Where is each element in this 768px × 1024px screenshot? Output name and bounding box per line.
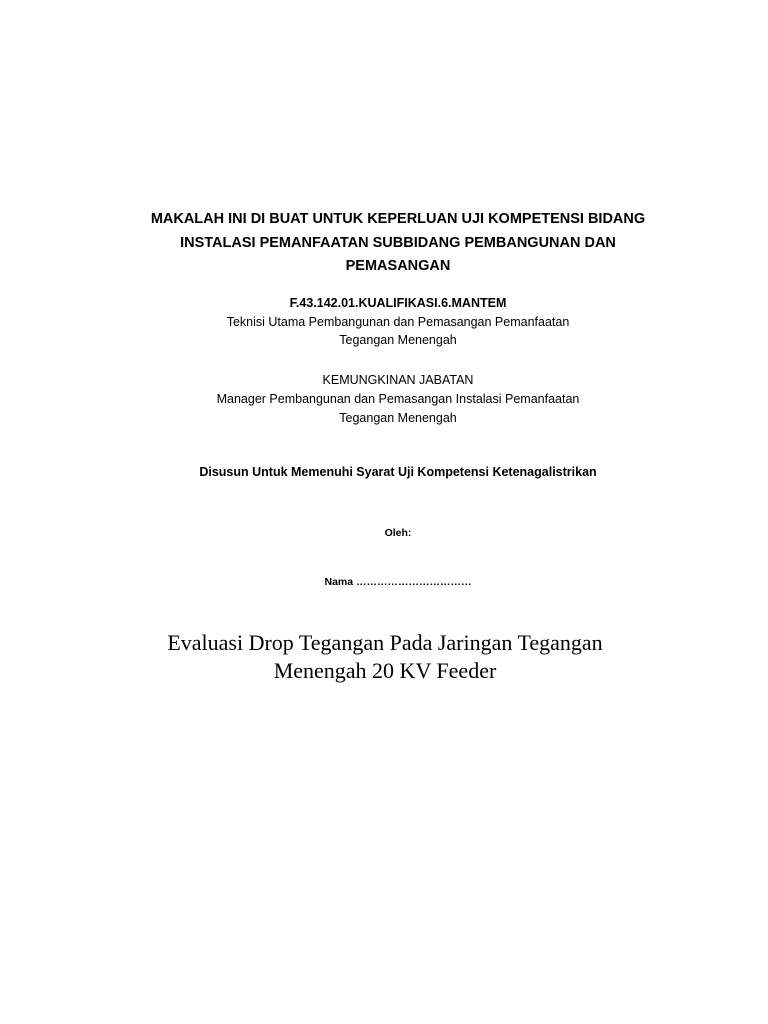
title-line-2: Menengah 20 KV Feeder (273, 658, 497, 683)
author-name-line: Nama …………………………… (324, 576, 472, 588)
jabatan-label: KEMUNGKINAN JABATAN (322, 373, 474, 387)
jabatan-line-2: Tegangan Menengah (339, 411, 457, 425)
document-heading (132, 208, 664, 279)
by-label: Oleh: (384, 527, 412, 539)
kualifikasi-line-1: Teknisi Utama Pembangunan dan Pemasangan Pemanfaatan (226, 314, 570, 329)
document-title (100, 629, 670, 685)
heading-line-1: MAKALAH INI DI BUAT UNTUK KEPERLUAN UJI KOMPETENSI BIDANG (150, 211, 646, 227)
title-line-1: Evaluasi Drop Tegangan Pada Jaringan Tegangan (167, 630, 603, 655)
kualifikasi-line-2: Tegangan Menengah (339, 333, 457, 347)
kualifikasi-block (108, 294, 688, 350)
jabatan-block (108, 371, 688, 428)
purpose-text: Disusun Untuk Memenuhi Syarat Uji Kompetensi Ketenagalistrikan (199, 465, 597, 479)
heading-line-2: INSTALASI PEMANFAATAN SUBBIDANG PEMBANGUNAN DAN (180, 234, 616, 251)
kualifikasi-code: F.43.142.01.KUALIFIKASI.6.MANTEM (289, 296, 507, 310)
heading-line-3: PEMASANGAN (345, 258, 451, 274)
jabatan-line-1: Manager Pembangunan dan Pemasangan Instalasi Pemanfaatan (216, 392, 580, 406)
